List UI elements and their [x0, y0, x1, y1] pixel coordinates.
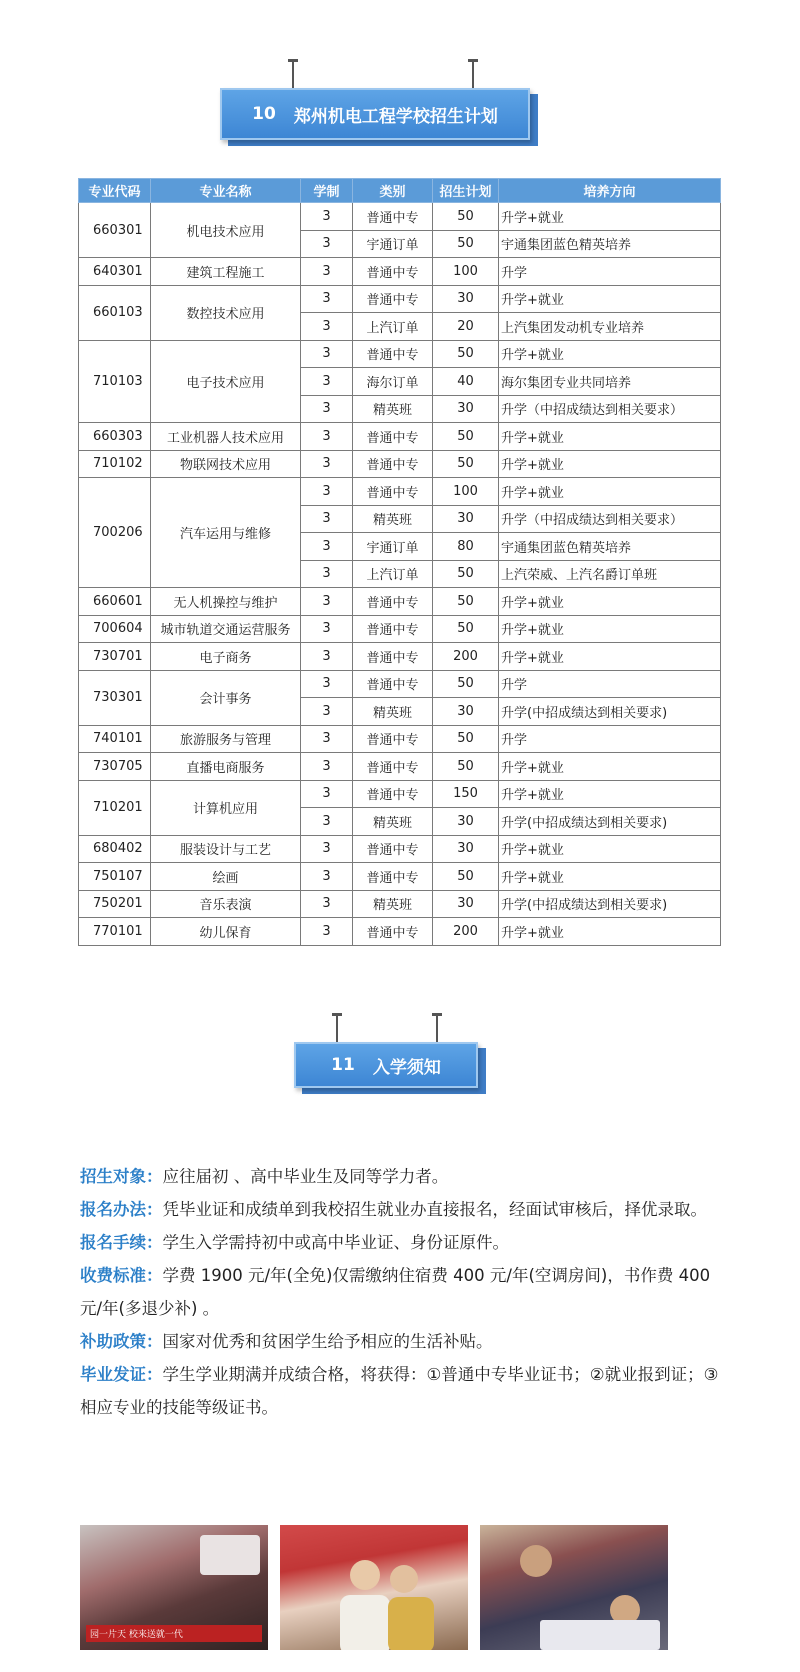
table-row	[79, 258, 721, 286]
enroll-plan: 30	[433, 835, 499, 863]
enroll-plan: 200	[433, 643, 499, 671]
major-code: 750107	[79, 863, 151, 891]
training-direction: 升学(中招成绩达到相关要求)	[499, 890, 721, 918]
enroll-type: 精英班	[353, 808, 433, 836]
photo-person	[520, 1545, 552, 1577]
study-years: 3	[301, 918, 353, 946]
photo-crowd-street	[80, 1525, 268, 1650]
study-years: 3	[301, 505, 353, 533]
training-direction: 升学+就业	[499, 203, 721, 231]
header-type: 类别	[353, 179, 433, 203]
major-name: 绘画	[151, 863, 301, 891]
header-years: 学制	[301, 179, 353, 203]
training-direction: 升学（中招成绩达到相关要求）	[499, 395, 721, 423]
enroll-plan: 50	[433, 560, 499, 588]
training-direction: 升学+就业	[499, 918, 721, 946]
enroll-plan: 30	[433, 395, 499, 423]
training-direction: 升学(中招成绩达到相关要求)	[499, 808, 721, 836]
study-years: 3	[301, 753, 353, 781]
training-direction: 升学+就业	[499, 588, 721, 616]
major-name: 会计事务	[151, 670, 301, 725]
section-11-number: 11	[331, 1055, 355, 1075]
section-11-banner	[294, 1016, 494, 1096]
major-code: 710102	[79, 450, 151, 478]
table-body	[79, 203, 721, 946]
study-years: 3	[301, 863, 353, 891]
training-direction: 升学+就业	[499, 835, 721, 863]
enroll-type: 普通中专	[353, 258, 433, 286]
major-code: 660301	[79, 203, 151, 258]
notice-text: 应往届初 、高中毕业生及同等学力者。	[162, 1167, 449, 1186]
photo-strip	[80, 1525, 720, 1653]
enroll-type: 普通中专	[353, 285, 433, 313]
notice-text: 国家对优秀和贫困学生给予相应的生活补贴。	[162, 1332, 493, 1351]
header-code: 专业代码	[79, 179, 151, 203]
study-years: 3	[301, 230, 353, 258]
table-row	[79, 918, 721, 946]
enroll-plan: 150	[433, 780, 499, 808]
table-row	[79, 478, 721, 506]
table-row	[79, 643, 721, 671]
study-years: 3	[301, 313, 353, 341]
training-direction: 宇通集团蓝色精英培养	[499, 533, 721, 561]
training-direction: 升学+就业	[499, 780, 721, 808]
enroll-plan: 50	[433, 230, 499, 258]
table-row	[79, 615, 721, 643]
major-name: 汽车运用与维修	[151, 478, 301, 588]
training-direction: 上汽集团发动机专业培养	[499, 313, 721, 341]
study-years: 3	[301, 725, 353, 753]
training-direction: 升学+就业	[499, 478, 721, 506]
notice-label: 收费标准：	[80, 1266, 163, 1285]
table-row	[79, 780, 721, 808]
section-10-title: 郑州机电工程学校招生计划	[293, 106, 498, 127]
table-row	[79, 890, 721, 918]
enroll-plan: 50	[433, 863, 499, 891]
enroll-type: 宇通订单	[353, 533, 433, 561]
training-direction: 升学(中招成绩达到相关要求)	[499, 698, 721, 726]
banner-hanger-right	[472, 62, 474, 88]
enroll-plan: 50	[433, 340, 499, 368]
enroll-type: 精英班	[353, 395, 433, 423]
admission-notice	[80, 1160, 730, 1424]
study-years: 3	[301, 203, 353, 231]
training-direction: 升学+就业	[499, 615, 721, 643]
section-10-banner	[220, 62, 540, 152]
training-direction: 升学	[499, 670, 721, 698]
notice-text: 学生学业期满并成绩合格，将获得：①普通中专毕业证书；②就业报到证；③相应专业的技能等级证书。	[80, 1365, 719, 1417]
notice-label: 毕业发证：	[80, 1365, 163, 1384]
study-years: 3	[301, 560, 353, 588]
enroll-plan: 100	[433, 258, 499, 286]
major-name: 音乐表演	[151, 890, 301, 918]
major-name: 计算机应用	[151, 780, 301, 835]
major-name: 城市轨道交通运营服务	[151, 615, 301, 643]
photo-person	[350, 1560, 380, 1590]
table-row	[79, 423, 721, 451]
study-years: 3	[301, 285, 353, 313]
major-code: 700604	[79, 615, 151, 643]
enroll-plan: 50	[433, 450, 499, 478]
enroll-type: 普通中专	[353, 753, 433, 781]
study-years: 3	[301, 615, 353, 643]
photo-registration-desk	[480, 1525, 668, 1650]
table-row	[79, 203, 721, 231]
section-10-title-box	[220, 88, 530, 140]
major-code: 660303	[79, 423, 151, 451]
header-name: 专业名称	[151, 179, 301, 203]
training-direction: 升学	[499, 258, 721, 286]
table-row	[79, 725, 721, 753]
study-years: 3	[301, 698, 353, 726]
major-code: 660103	[79, 285, 151, 340]
enroll-plan: 40	[433, 368, 499, 396]
table-row	[79, 450, 721, 478]
training-direction: 上汽荣威、上汽名爵订单班	[499, 560, 721, 588]
photo-person-body	[340, 1595, 390, 1650]
major-code: 700206	[79, 478, 151, 588]
enroll-type: 普通中专	[353, 670, 433, 698]
study-years: 3	[301, 835, 353, 863]
study-years: 3	[301, 890, 353, 918]
study-years: 3	[301, 588, 353, 616]
training-direction: 升学+就业	[499, 285, 721, 313]
major-name: 电子技术应用	[151, 340, 301, 423]
enroll-type: 上汽订单	[353, 313, 433, 341]
study-years: 3	[301, 258, 353, 286]
enroll-plan: 50	[433, 615, 499, 643]
notice-label: 补助政策：	[80, 1332, 163, 1351]
notice-label: 报名手续：	[80, 1233, 163, 1252]
section-10-number: 10	[252, 104, 276, 124]
table-row	[79, 753, 721, 781]
notice-text: 凭毕业证和成绩单到我校招生就业办直接报名，经面试审核后，择优录取。	[162, 1200, 707, 1219]
enroll-plan: 30	[433, 890, 499, 918]
enroll-type: 普通中专	[353, 918, 433, 946]
table-row	[79, 588, 721, 616]
enroll-type: 海尔订单	[353, 368, 433, 396]
enroll-type: 普通中专	[353, 725, 433, 753]
study-years: 3	[301, 808, 353, 836]
table-row	[79, 285, 721, 313]
training-direction: 升学（中招成绩达到相关要求）	[499, 505, 721, 533]
training-direction: 升学+就业	[499, 863, 721, 891]
enroll-plan: 50	[433, 203, 499, 231]
major-name: 直播电商服务	[151, 753, 301, 781]
enroll-type: 精英班	[353, 698, 433, 726]
study-years: 3	[301, 423, 353, 451]
photo-banner-caption: 园一片天 校来送就一代	[86, 1625, 262, 1642]
major-code: 730301	[79, 670, 151, 725]
table-row	[79, 835, 721, 863]
major-name: 旅游服务与管理	[151, 725, 301, 753]
notice-item-fees	[80, 1259, 730, 1325]
photo-person-body	[388, 1597, 434, 1650]
table-row	[79, 863, 721, 891]
enroll-type: 普通中专	[353, 450, 433, 478]
major-name: 服装设计与工艺	[151, 835, 301, 863]
notice-item-method	[80, 1193, 730, 1226]
photo-desk	[540, 1620, 660, 1650]
study-years: 3	[301, 395, 353, 423]
study-years: 3	[301, 340, 353, 368]
major-code: 710201	[79, 780, 151, 835]
enroll-plan: 30	[433, 285, 499, 313]
enroll-type: 宇通订单	[353, 230, 433, 258]
major-code: 710103	[79, 340, 151, 423]
notice-text: 学费 1900 元/年(全免)仅需缴纳住宿费 400 元/年(空调房间)，书作费 400 元/年(多退少补) 。	[80, 1266, 711, 1318]
enroll-type: 普通中专	[353, 835, 433, 863]
table-row	[79, 670, 721, 698]
major-code: 770101	[79, 918, 151, 946]
banner-hanger-left	[292, 62, 294, 88]
enroll-plan: 30	[433, 808, 499, 836]
notice-label: 报名办法：	[80, 1200, 163, 1219]
enroll-plan: 20	[433, 313, 499, 341]
study-years: 3	[301, 780, 353, 808]
header-direction: 培养方向	[499, 179, 721, 203]
enroll-plan: 50	[433, 753, 499, 781]
training-direction: 升学+就业	[499, 753, 721, 781]
enroll-type: 精英班	[353, 890, 433, 918]
notice-item-certificate	[80, 1358, 730, 1424]
section-11-title-box	[294, 1042, 478, 1088]
training-direction: 升学+就业	[499, 423, 721, 451]
study-years: 3	[301, 670, 353, 698]
training-direction: 海尔集团专业共同培养	[499, 368, 721, 396]
major-code: 660601	[79, 588, 151, 616]
training-direction: 升学	[499, 725, 721, 753]
enroll-plan: 50	[433, 423, 499, 451]
notice-label: 招生对象：	[80, 1167, 163, 1186]
enrollment-plan-table	[78, 178, 721, 946]
major-name: 幼儿保育	[151, 918, 301, 946]
banner-hanger-left	[336, 1016, 338, 1042]
photo-students-booth	[280, 1525, 468, 1650]
major-code: 680402	[79, 835, 151, 863]
major-name: 数控技术应用	[151, 285, 301, 340]
banner-hanger-right	[436, 1016, 438, 1042]
notice-item-subsidy	[80, 1325, 730, 1358]
training-direction: 升学+就业	[499, 643, 721, 671]
enroll-plan: 200	[433, 918, 499, 946]
photo-tent	[200, 1535, 260, 1575]
enroll-type: 普通中专	[353, 423, 433, 451]
notice-item-procedure	[80, 1226, 730, 1259]
major-code: 730705	[79, 753, 151, 781]
enroll-type: 普通中专	[353, 863, 433, 891]
major-name: 无人机操控与维护	[151, 588, 301, 616]
study-years: 3	[301, 533, 353, 561]
notice-text: 学生入学需持初中或高中毕业证、身份证原件。	[162, 1233, 509, 1252]
major-name: 物联网技术应用	[151, 450, 301, 478]
enroll-plan: 80	[433, 533, 499, 561]
enroll-type: 普通中专	[353, 203, 433, 231]
major-code: 740101	[79, 725, 151, 753]
major-name: 电子商务	[151, 643, 301, 671]
training-direction: 升学+就业	[499, 450, 721, 478]
enroll-type: 普通中专	[353, 643, 433, 671]
enroll-plan: 100	[433, 478, 499, 506]
major-name: 机电技术应用	[151, 203, 301, 258]
study-years: 3	[301, 478, 353, 506]
enroll-type: 普通中专	[353, 615, 433, 643]
study-years: 3	[301, 643, 353, 671]
section-11-title: 入学须知	[372, 1057, 441, 1078]
table-header-row	[79, 179, 721, 203]
major-code: 730701	[79, 643, 151, 671]
enroll-plan: 30	[433, 698, 499, 726]
enroll-plan: 50	[433, 725, 499, 753]
table-row	[79, 340, 721, 368]
enroll-type: 上汽订单	[353, 560, 433, 588]
enroll-type: 普通中专	[353, 478, 433, 506]
study-years: 3	[301, 450, 353, 478]
major-name: 工业机器人技术应用	[151, 423, 301, 451]
enroll-type: 普通中专	[353, 340, 433, 368]
photo-person	[390, 1565, 418, 1593]
enroll-plan: 50	[433, 670, 499, 698]
header-plan: 招生计划	[433, 179, 499, 203]
notice-item-target	[80, 1160, 730, 1193]
enroll-plan: 50	[433, 588, 499, 616]
training-direction: 升学+就业	[499, 340, 721, 368]
enroll-type: 普通中专	[353, 780, 433, 808]
enroll-type: 精英班	[353, 505, 433, 533]
enroll-type: 普通中专	[353, 588, 433, 616]
enroll-plan: 30	[433, 505, 499, 533]
major-code: 750201	[79, 890, 151, 918]
study-years: 3	[301, 368, 353, 396]
major-code: 640301	[79, 258, 151, 286]
training-direction: 宇通集团蓝色精英培养	[499, 230, 721, 258]
major-name: 建筑工程施工	[151, 258, 301, 286]
